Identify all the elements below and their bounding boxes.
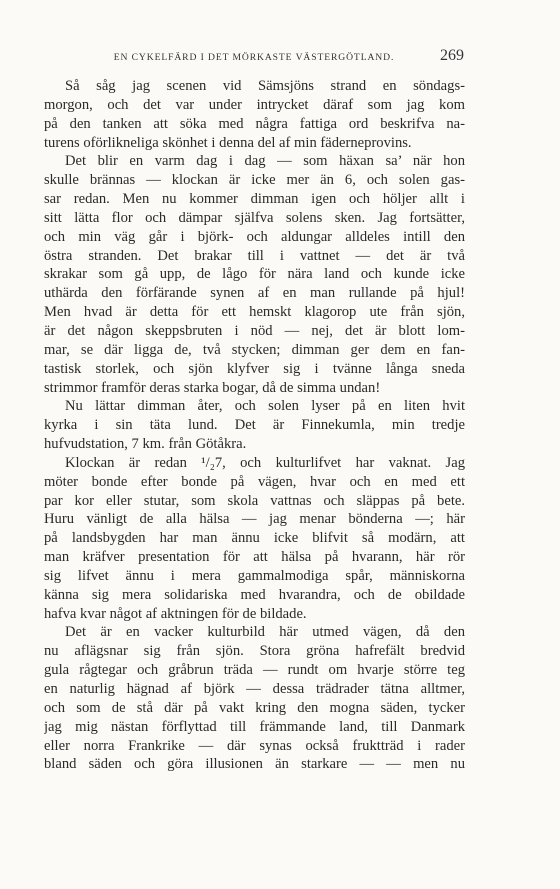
text-line: uthärda den förfärande synen af en man rullande på hjul! xyxy=(44,285,465,302)
text-line: Så såg jag scenen vid Sämsjöns strand en söndags- xyxy=(65,78,465,94)
text-line: sar redan. Men nu kommer dimman igen och höljer allt i xyxy=(44,191,465,208)
text-line: sig lifvet ännu i mera gammalmodiga spår, människorna xyxy=(44,567,465,584)
text-line: kyrka i sin täta lund. Det är Finnekumla, min tredje xyxy=(44,417,465,434)
text-line: hufvudstation, 7 km. från Götåkra. xyxy=(44,436,247,453)
text-line: möter bonde efter bonde på vägen, hvar och en med ett xyxy=(44,473,465,490)
text-line: skrakar som gå upp, de lågo för nära land och kunde icke xyxy=(44,266,465,283)
text-line: en naturlig hägnad af björk — dessa trädrader tätna alltmer, xyxy=(44,681,465,697)
text-line: Huru vänligt de alla hälsa — jag menar bönderna —; här xyxy=(44,511,465,528)
text-line: hafva kvar något af aktningen för de bildade. xyxy=(44,605,307,622)
text-line: Det blir en varm dag i dag — som häxan sa’ när hon xyxy=(65,153,465,170)
text-line: jag mig nästan förflyttad till främmande land, till Danmark xyxy=(44,718,465,735)
text-line: mar, se där ligga de, två stycken; dimman ger dem en fan- xyxy=(44,341,465,358)
text-line: Det är en vacker kulturbild här utmed vägen, då den xyxy=(65,624,465,641)
text-line: nu aflägsnar sig från sjön. Stora gröna hafrefält bredvid xyxy=(44,643,465,660)
text-line: sitt lätta flor och dämpar själfva solens sken. Jag fortsätter, xyxy=(44,209,465,226)
page-number: 269 xyxy=(440,47,464,64)
text-line: tastisk storlek, och sjön klyfver sig i tvänne långa sneda xyxy=(44,360,465,377)
text-line: Men hvad är detta för ett hemskt klagorop ute från sjön, xyxy=(44,304,465,321)
text-line: och min väg går i björk- och aldungar alldeles intill den xyxy=(44,228,465,245)
text-line: man kräfver presentation för att hälsa på hvarann, här rör xyxy=(44,549,465,566)
text-line: skulle brännas — klockan är icke mer än 6, och solen gas- xyxy=(44,172,465,189)
text-line: Klockan är redan ¹/₂7, och kulturlifvet har vaknat. Jag xyxy=(65,454,465,471)
text-line: morgon, och det var under intrycket däraf som jag kom xyxy=(44,96,465,113)
text-line: bland säden och göra illusionen än starkare — — men nu xyxy=(44,756,465,773)
text-line: strimmor framför deras starka bogar, då de simma undan! xyxy=(44,379,381,396)
text-line: turens oförlikneliga skönhet i denna del af min fäderneprovins. xyxy=(44,134,412,151)
text-line: och som de stå där på vakt kring den mogna säden, tycker xyxy=(44,699,465,716)
text-line: känna sig mera solidariska med hvarandra, och de obildade xyxy=(44,586,465,603)
text-line: östra stranden. Det brakar till i vattnet — det är två xyxy=(44,247,465,264)
body-text xyxy=(44,77,465,774)
text-line: par kor eller stutar, som skola vattnas och släppas på bete. xyxy=(44,492,465,509)
text-line: på landsbygden har man ännu icke blifvit så modärn, att xyxy=(44,530,465,547)
text-line: Nu lättar dimman åter, och solen lyser på en liten hvit xyxy=(65,398,465,415)
text-line: på den tanken att söka med några fattiga ord beskrifva na- xyxy=(44,115,465,132)
running-head: EN CYKELFÄRD I DET MÖRKASTE VÄSTERGÖTLAND. xyxy=(113,52,395,63)
text-line: gula rågtegar och gråbrun träda — rundt om hvarje större teg xyxy=(44,662,465,679)
text-line: är det någon skeppsbruten i nöd — nej, det är blott lom- xyxy=(44,322,465,339)
text-line: eller norra Frankrike — där synas också fruktträd i rader xyxy=(44,737,465,754)
